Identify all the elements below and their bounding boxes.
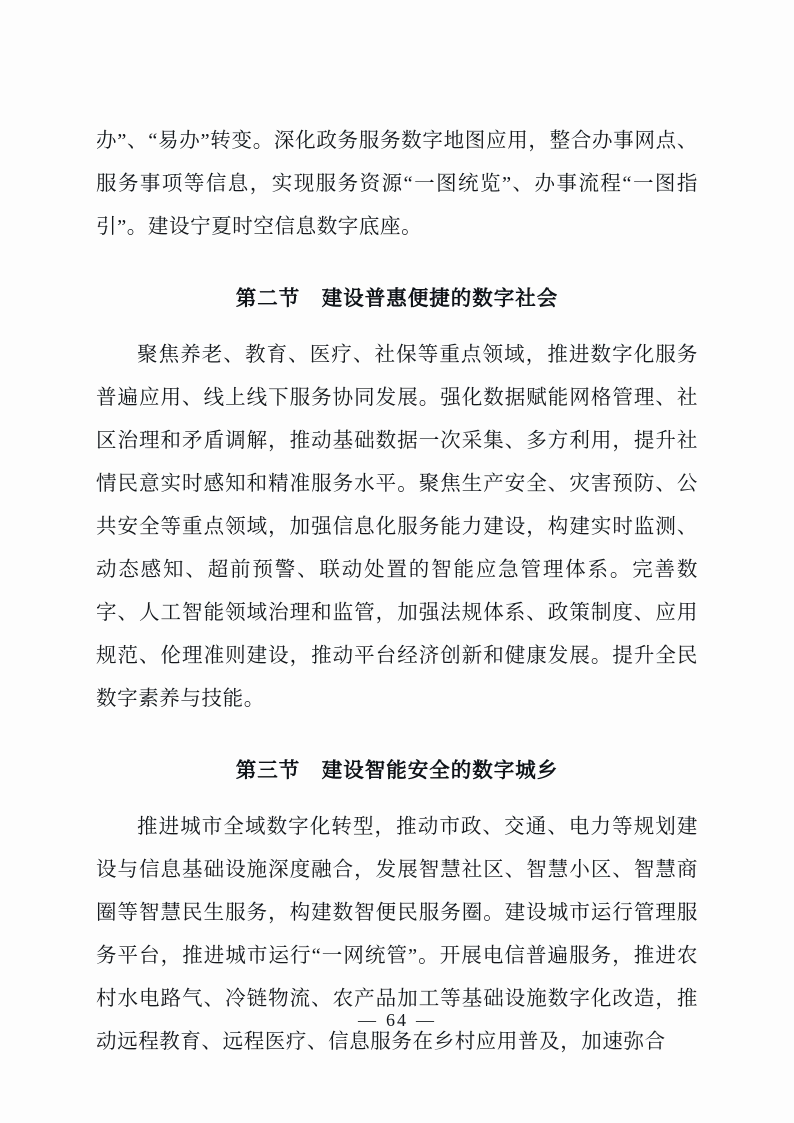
spacer bbox=[96, 721, 698, 731]
spacer bbox=[96, 249, 698, 259]
footer-dash-right: — bbox=[416, 1010, 436, 1030]
paragraph-section-2-body: 聚焦养老、教育、医疗、社保等重点领域，推进数字化服务普遍应用、线上线下服务协同发展。强化数据赋能网格管理、社区治理和矛盾调解，推动基础数据一次采集、多方利用，提升社情民意实时感知和精准服务水平。聚焦生产安全、灾害预防、公共安全等重点领域，加强信息化服务能力建设，构建实时监测、动态感知、超前预警、联动处置的智能应急管理体系。完善数字、人工智能领域治理和监管，加强法规体系、政策制度、应用规范、伦理准则建设，推动平台经济创新和健康发展。提升全民数字素养与技能。 bbox=[96, 344, 698, 710]
paragraph-section-3-body: 推进城市全域数字化转型，推动市政、交通、电力等规划建设与信息基础设施深度融合，发展智慧社区、智慧小区、智慧商圈等智慧民生服务，构建数智便民服务圈。建设城市运行管理服务平台，推进城市运行“一网统管”。开展电信普遍服务，推进农村水电路气、冷链物流、农产品加工等基础设施数字化改造，推动远程教育、远程医疗、信息服务在乡村应用普及，加速弥合 bbox=[96, 816, 698, 1053]
section-heading-3: 第三节 建设智能安全的数字城乡 bbox=[235, 759, 559, 782]
section-heading-2: 第二节 建设普惠便捷的数字社会 bbox=[235, 287, 559, 310]
page-footer bbox=[0, 1010, 794, 1031]
page-number: 64 bbox=[386, 1010, 408, 1030]
footer-dash-left: — bbox=[358, 1010, 378, 1030]
paragraph-continuation: 办”、“易办”转变。深化政务服务数字地图应用，整合办事网点、服务事项等信息，实现服务资源“一图统览”、办事流程“一图指引”。建设宁夏时空信息数字底座。 bbox=[96, 130, 698, 238]
